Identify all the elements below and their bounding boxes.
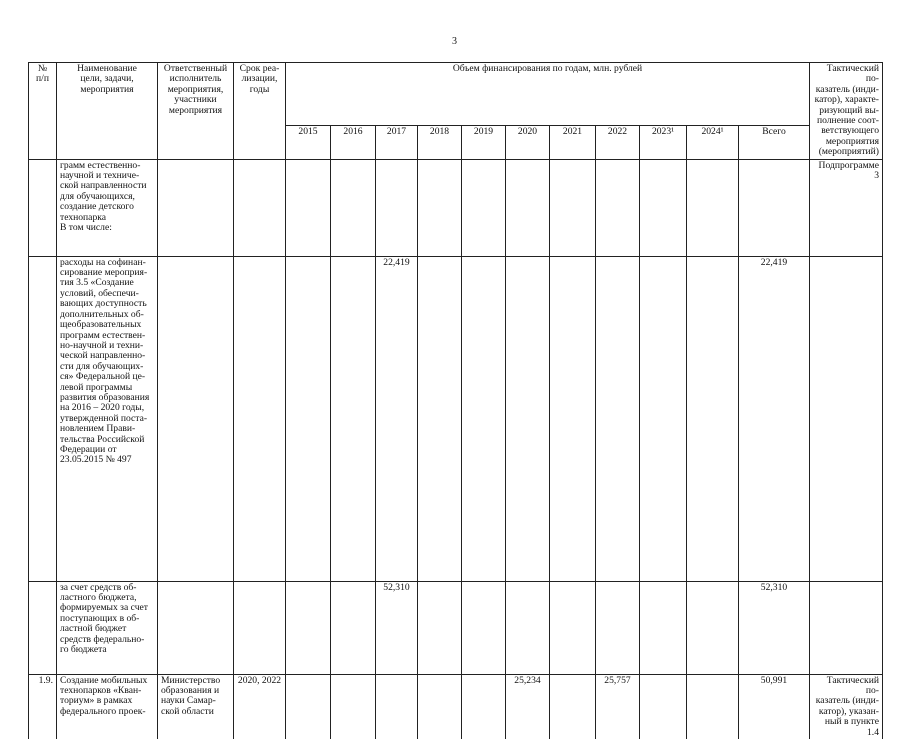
cell-2018 <box>418 581 462 674</box>
year-2020: 2020 <box>506 126 550 160</box>
cell-2015 <box>286 581 331 674</box>
cell-2017: 52,310 <box>376 581 418 674</box>
row-responsible <box>158 159 234 256</box>
cell-2020 <box>506 159 550 256</box>
row-name: за счет средств об- ластного бюджета, формируемых за счет поступающих в об- ластной бюджет средств федерально- го бюджета <box>57 581 158 674</box>
cell-2023 <box>640 581 687 674</box>
cell-2017: 22,419 <box>376 256 418 581</box>
row-no <box>29 159 57 256</box>
cell-2019 <box>462 256 506 581</box>
cell-2016 <box>331 256 376 581</box>
row-name: грамм естественно- научной и техниче- ской направленности для обучающихся, создание детского технопарка В том числе: <box>57 159 158 256</box>
cell-2018 <box>418 674 462 739</box>
funding-table <box>28 62 883 739</box>
header-period: Срок реа- лизации, годы <box>234 63 286 160</box>
row-no <box>29 581 57 674</box>
cell-2024 <box>687 674 739 739</box>
row-indicator <box>810 581 883 674</box>
cell-2019 <box>462 674 506 739</box>
year-2016: 2016 <box>331 126 376 160</box>
row-indicator <box>810 256 883 581</box>
cell-2017 <box>376 674 418 739</box>
row-responsible: Министерство образования и науки Самар- ской области <box>158 674 234 739</box>
cell-2020 <box>506 256 550 581</box>
cell-total: 52,310 <box>739 581 810 674</box>
cell-2020 <box>506 581 550 674</box>
cell-2016 <box>331 674 376 739</box>
table-row <box>29 159 883 256</box>
cell-total <box>739 159 810 256</box>
page-number: 3 <box>452 36 457 47</box>
year-2024: 2024¹ <box>687 126 739 160</box>
row-responsible <box>158 256 234 581</box>
year-2017: 2017 <box>376 126 418 160</box>
header-no: № п/п <box>29 63 57 160</box>
cell-2015 <box>286 256 331 581</box>
cell-2020: 25,234 <box>506 674 550 739</box>
cell-2022 <box>596 581 640 674</box>
cell-2018 <box>418 256 462 581</box>
cell-2022 <box>596 159 640 256</box>
cell-2022 <box>596 256 640 581</box>
header-indicator: Тактический по- казатель (инди- катор), характе- ризующий вы- полнение соот- ветствующего мероприятия (мероприятий) <box>810 63 883 160</box>
cell-2021 <box>550 674 596 739</box>
row-indicator: Подпрограмме 3 <box>810 159 883 256</box>
year-2021: 2021 <box>550 126 596 160</box>
row-name: расходы на софинан- сирование мероприя- тия 3.5 «Создание условий, обеспечи- вающих доступность дополнительных об- щеобразовательных программ естествен- но-научной и техни- ческой направленно- сти для обучающих- ся» Федеральной це- левой программы развития образования на 2016 – 2020 годы, утвержденной поста- новлением Прави- тельства Российской Федерации от 23.05.2015 № 497 <box>57 256 158 581</box>
cell-2018 <box>418 159 462 256</box>
cell-2016 <box>331 159 376 256</box>
cell-2024 <box>687 581 739 674</box>
cell-2015 <box>286 159 331 256</box>
year-total: Всего <box>739 126 810 160</box>
year-2018: 2018 <box>418 126 462 160</box>
header-responsible: Ответственный исполнитель мероприятия, участники мероприятия <box>158 63 234 160</box>
row-indicator: Тактический по- казатель (инди- катор), указан- ный в пункте 1.4 <box>810 674 883 739</box>
cell-2024 <box>687 159 739 256</box>
cell-2015 <box>286 674 331 739</box>
header-name: Наименование цели, задачи, мероприятия <box>57 63 158 160</box>
row-no: 1.9. <box>29 674 57 739</box>
cell-2019 <box>462 581 506 674</box>
cell-total: 22,419 <box>739 256 810 581</box>
cell-2021 <box>550 581 596 674</box>
cell-2021 <box>550 256 596 581</box>
row-period <box>234 159 286 256</box>
row-period <box>234 256 286 581</box>
cell-2023 <box>640 159 687 256</box>
cell-2023 <box>640 674 687 739</box>
cell-2017 <box>376 159 418 256</box>
year-2015: 2015 <box>286 126 331 160</box>
row-no <box>29 256 57 581</box>
row-name: Создание мобильных технопарков «Кван- ториум» в рамках федерального проек- <box>57 674 158 739</box>
cell-2022: 25,757 <box>596 674 640 739</box>
year-2019: 2019 <box>462 126 506 160</box>
row-period: 2020, 2022 <box>234 674 286 739</box>
cell-2019 <box>462 159 506 256</box>
row-period <box>234 581 286 674</box>
year-2023: 2023¹ <box>640 126 687 160</box>
table-row <box>29 674 883 739</box>
table-row <box>29 256 883 581</box>
cell-2023 <box>640 256 687 581</box>
year-2022: 2022 <box>596 126 640 160</box>
header-funding: Объем финансирования по годам, млн. рублей <box>286 63 810 126</box>
row-responsible <box>158 581 234 674</box>
table-row <box>29 581 883 674</box>
cell-total: 50,991 <box>739 674 810 739</box>
cell-2021 <box>550 159 596 256</box>
cell-2016 <box>331 581 376 674</box>
cell-2024 <box>687 256 739 581</box>
